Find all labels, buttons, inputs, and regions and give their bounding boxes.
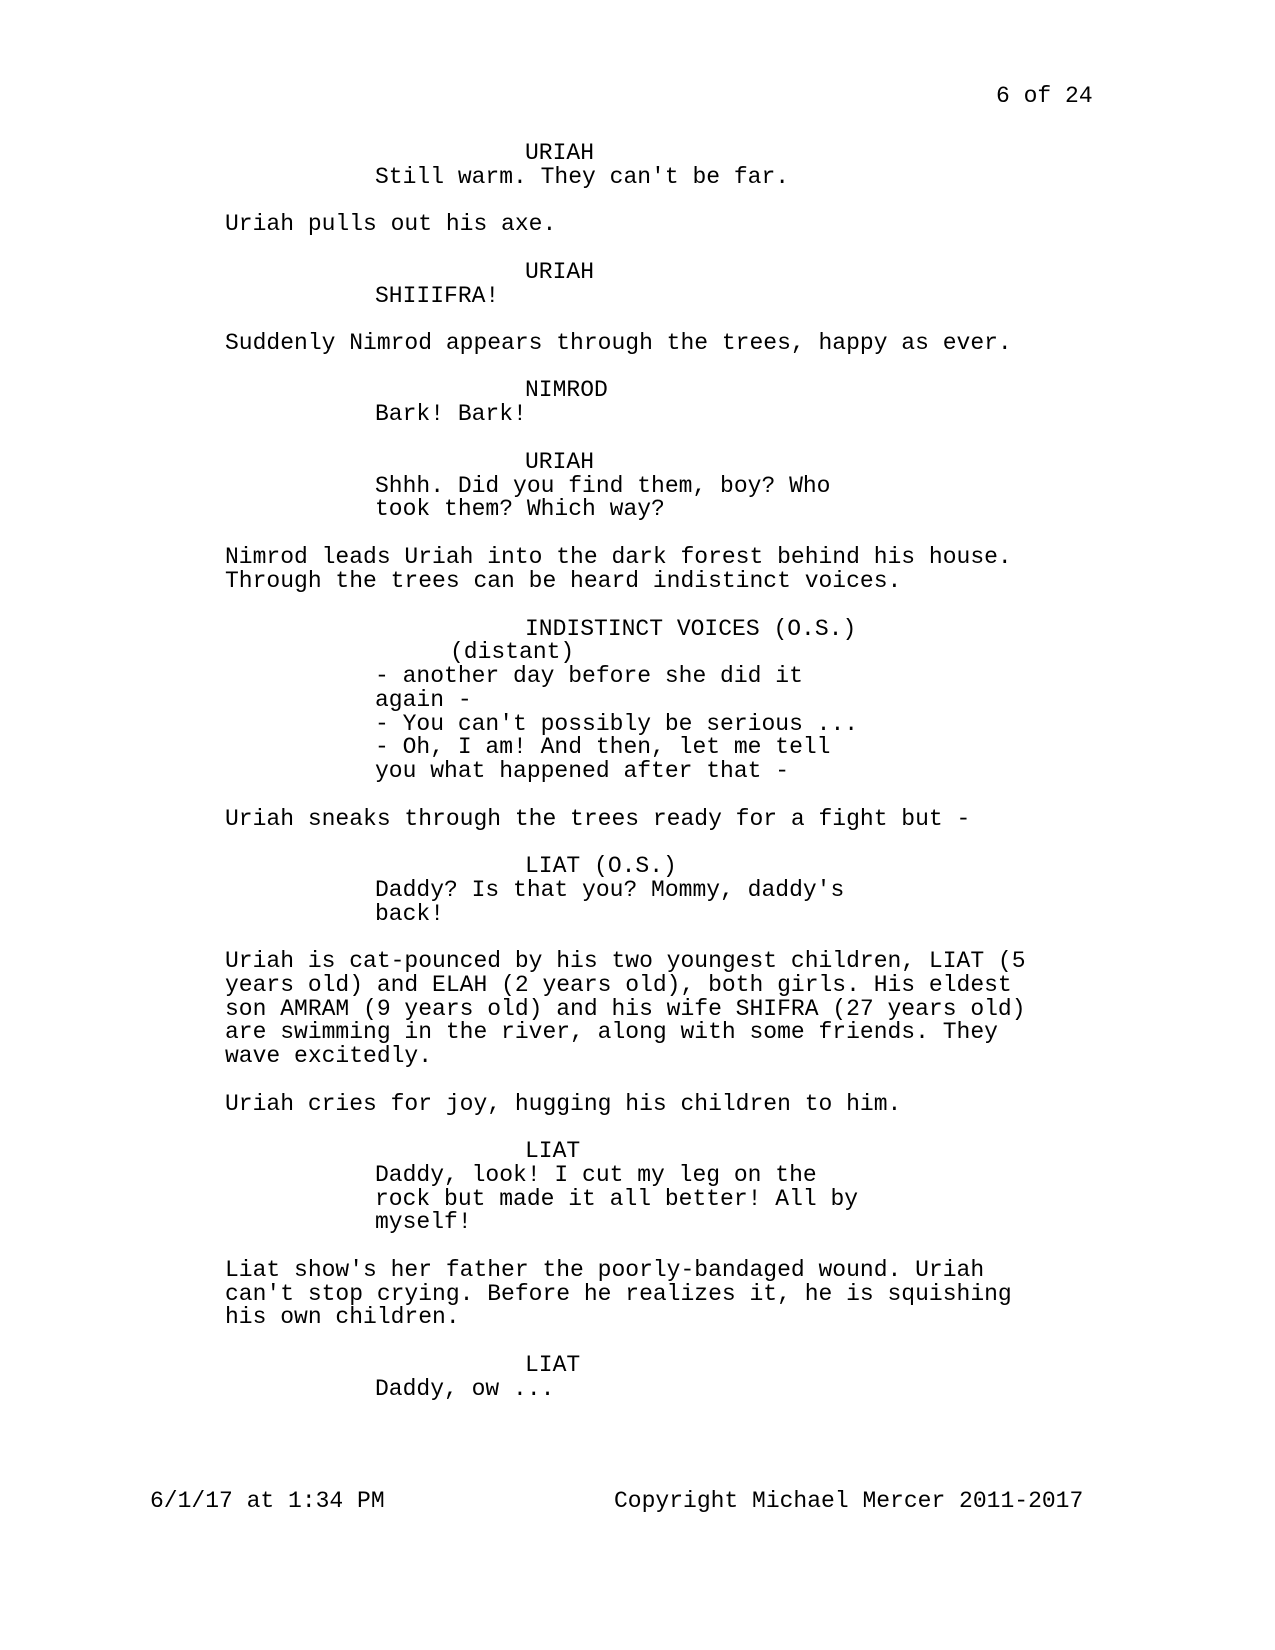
- dialogue-line: Bark! Bark!: [375, 401, 527, 427]
- parenthetical: (distant): [450, 639, 575, 665]
- dialogue-line: Still warm. They can't be far.: [375, 164, 790, 190]
- page-number: 6 of 24: [996, 83, 1093, 109]
- dialogue-line: took them? Which way?: [375, 496, 665, 522]
- action-line: Nimrod leads Uriah into the dark forest behind his house.: [225, 544, 1012, 570]
- dialogue-line: SHIIIFRA!: [375, 283, 500, 309]
- dialogue-line: again -: [375, 687, 472, 713]
- action-line: Uriah cries for joy, hugging his children to him.: [225, 1091, 902, 1117]
- action-line: son AMRAM (9 years old) and his wife SHIFRA (27 years old): [225, 996, 1026, 1022]
- dialogue-line: - Oh, I am! And then, let me tell: [375, 734, 831, 760]
- action-line: years old) and ELAH (2 years old), both girls. His eldest: [225, 972, 1012, 998]
- character-cue: LIAT: [525, 1352, 581, 1378]
- dialogue-line: you what happened after that -: [375, 758, 790, 784]
- action-line: Suddenly Nimrod appears through the trees, happy as ever.: [225, 330, 1012, 356]
- dialogue-line: Daddy, ow ...: [375, 1376, 555, 1402]
- character-cue: URIAH: [525, 140, 595, 166]
- character-cue: URIAH: [525, 259, 595, 285]
- action-line: Uriah pulls out his axe.: [225, 211, 557, 237]
- dialogue-line: rock but made it all better! All by: [375, 1186, 859, 1212]
- footer-timestamp: 6/1/17 at 1:34 PM: [150, 1488, 385, 1514]
- action-line: Liat show's her father the poorly-bandaged wound. Uriah: [225, 1257, 985, 1283]
- action-line: Through the trees can be heard indistinct voices.: [225, 568, 902, 594]
- character-cue: INDISTINCT VOICES (O.S.): [525, 616, 857, 642]
- dialogue-line: - another day before she did it: [375, 663, 803, 689]
- action-line: wave excitedly.: [225, 1043, 433, 1069]
- dialogue-line: Shhh. Did you find them, boy? Who: [375, 473, 831, 499]
- footer-copyright: Copyright Michael Mercer 2011-2017: [614, 1488, 1084, 1514]
- action-line: Uriah is cat-pounced by his two youngest children, LIAT (5: [225, 948, 1026, 974]
- action-line: are swimming in the river, along with some friends. They: [225, 1019, 998, 1045]
- dialogue-line: - You can't possibly be serious ...: [375, 711, 859, 737]
- dialogue-line: back!: [375, 901, 445, 927]
- dialogue-line: Daddy, look! I cut my leg on the: [375, 1162, 817, 1188]
- character-cue: URIAH: [525, 449, 595, 475]
- action-line: Uriah sneaks through the trees ready for a fight but -: [225, 806, 971, 832]
- action-line: his own children.: [225, 1304, 460, 1330]
- character-cue: NIMROD: [525, 377, 608, 403]
- character-cue: LIAT: [525, 1138, 581, 1164]
- action-line: can't stop crying. Before he realizes it, he is squishing: [225, 1281, 1012, 1307]
- dialogue-line: Daddy? Is that you? Mommy, daddy's: [375, 877, 845, 903]
- dialogue-line: myself!: [375, 1209, 472, 1235]
- character-cue: LIAT (O.S.): [525, 853, 677, 879]
